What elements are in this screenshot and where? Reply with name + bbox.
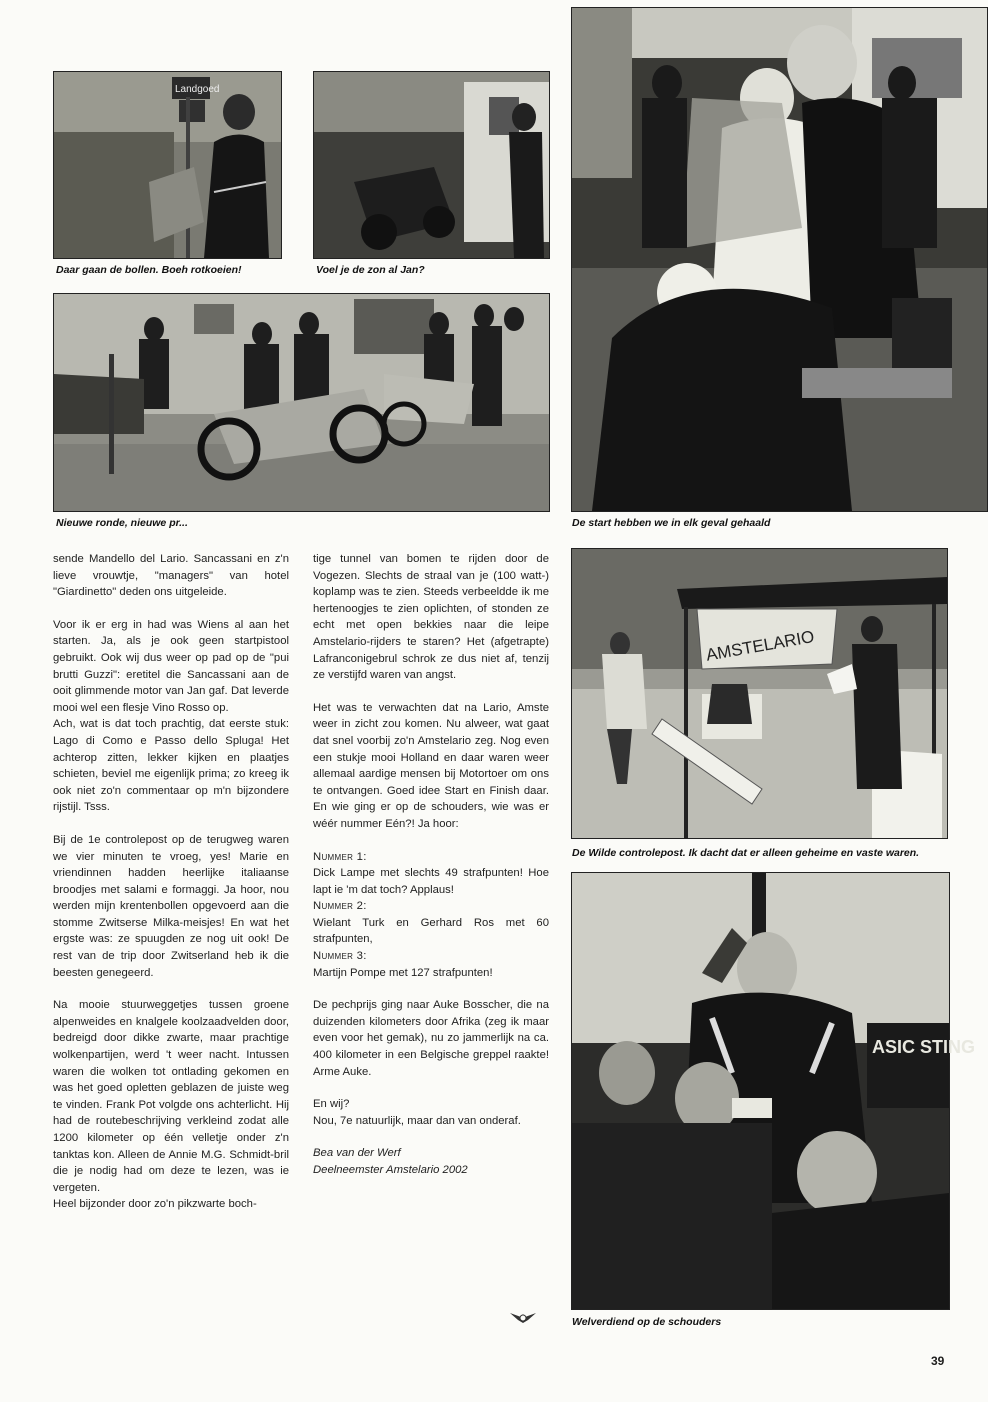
caption-bollen: Daar gaan de bollen. Boeh rotkoeien! bbox=[56, 264, 242, 276]
ranking-label: Nummer 2: bbox=[313, 900, 367, 913]
ranking-text: Wielant Turk en Gerhard Ros met 60 strafpunten, bbox=[313, 916, 549, 946]
photo-bollen bbox=[53, 71, 282, 259]
caption-zon: Voel je de zon al Jan? bbox=[316, 264, 425, 276]
photo-controlepost bbox=[571, 548, 948, 839]
photo-start bbox=[571, 7, 988, 512]
paragraph: Heel bijzonder door zo'n pikzwarte boch- bbox=[53, 1198, 257, 1211]
paragraph: sende Mandello del Lario. Sancassani en z'n lieve vrouwtje, "managers" van hotel "Giardinetto" deden ons uitgeleide. bbox=[53, 553, 289, 599]
paragraph: Voor ik er erg in had was Wiens al aan het starten. Ja, als je ook geen startpistool gebruikt. Ook wij dus weer op pad op de "pui brutti Guzzi": eretitel die Sancassani aan de ooit glimmende motor van Jan gaf. Dat leverde mooi wel een flesje Vino Rosso op. bbox=[53, 618, 289, 714]
text-column-left bbox=[53, 551, 289, 1213]
paragraph: Ach, wat is dat toch prachtig, dat eerste stuk: Lago di Como e Passo dello Spluga! Het achterop zitten, lekker kijken en plaatjes schieten, beviel me eigenlijk prima; zo kreeg ik ook niet zo'n commentaar op m'n bijzondere rijstijl. Tsss. bbox=[53, 718, 289, 814]
paragraph: Nou, 7e natuurlijk, maar dan van onderaf. bbox=[313, 1114, 521, 1127]
caption-controlepost: De Wilde controlepost. Ik dacht dat er alleen geheime en vaste waren. bbox=[572, 847, 920, 859]
text-column-right bbox=[313, 551, 549, 1179]
sign-text: Landgoed bbox=[175, 84, 220, 95]
paragraph: En wij? bbox=[313, 1098, 350, 1111]
author-name: Bea van der Werf bbox=[313, 1147, 401, 1160]
caption-nieuwe-ronde: Nieuwe ronde, nieuwe pr... bbox=[56, 517, 188, 529]
paragraph: Na mooie stuurweggetjes tussen groene alpenweides en knalgele koolzaadvelden door, bedreigd door dikke zwarte, maar prachtige wolkenpartijen, werd 't weer nacht. Intussen waren die wolken tot ontlading gekomen en was het goed opletten geblazen de juiste weg te vinden. Frank Pot volgde ons achterlicht. Hij had de routebeschrijving verkleind zodat alle 1200 kilometer op één velletje onder z'n tanktas kon. Alleen de Annie M.G. Schmidt-bril die je nodig had om deze te lezen, was ie vergeten. bbox=[53, 999, 289, 1194]
photo-schouders bbox=[571, 872, 976, 1310]
photo-zon bbox=[313, 71, 550, 259]
banner-text: AMSTELARIO bbox=[704, 626, 816, 665]
caption-start: De start hebben we in elk geval gehaald bbox=[572, 517, 771, 529]
photo-nieuwe-ronde bbox=[53, 293, 550, 512]
page-number: 39 bbox=[931, 1354, 945, 1368]
paragraph: De pechprijs ging naar Auke Bosscher, die na duizenden kilometers door Afrika (zeg ik maar even voor het gemak), nu zo jammerlijk na ca. 400 kilometer in een Belgische greppel raakte! Arme Auke. bbox=[313, 999, 549, 1078]
paragraph: Bij de 1e controlepost op de terugweg waren we vier minuten te vroeg, yes! Marie en vriendinnen hadden heerlijke italiaanse broodjes met salami e formaggi. Ja hoor, nou werden mijn krentenbollen opgevoerd aan die stomme Zwitserse Milka-meisjes! En wat het ergste was: ze spuugden ze nog uit ook! De rest van de trip door Zwitserland heb ik die beesten genegeerd. bbox=[53, 833, 289, 979]
caption-schouders: Welverdiend op de schouders bbox=[572, 1316, 722, 1328]
paragraph: tige tunnel van bomen te rijden door de Vogezen. Slechts de straal van je (100 watt-) koplamp was te zien. Steeds verbeeldde ik me hertenoogjes te zien oplichten, of stonden ze echt met open bekkies naar die leipe Amstelario-rijders te staren? Het (afgetrapte) Lafranconigebrul schrok ze dus niet af, tenzij ze verstijfd waren van angst. bbox=[313, 553, 549, 682]
ranking-label: Nummer 3: bbox=[313, 950, 367, 963]
ranking-text: Martijn Pompe met 127 strafpunten! bbox=[313, 966, 493, 979]
ranking-label: Nummer 1: bbox=[313, 850, 367, 863]
paragraph: Het was te verwachten dat na Lario, Amste weer in zicht zou komen. Nu alweer, wat gaat dat snel voorbij zo'n Amstelario zeg. Nog even een stukje mooi Holland en daar waren weer allemaal aardige mensen bij Motortoer om ons te ontvangen. Goed idee Start en Finish daar. En wie ging er op de schouders, wie was er wéér nummer Eén?! Ja hoor: bbox=[313, 701, 549, 830]
ranking-text: Dick Lampe met slechts 49 strafpunten! Hoe lapt ie 'm dat toch? Applaus! bbox=[313, 867, 549, 896]
author-role: Deelneemster Amstelario 2002 bbox=[313, 1164, 468, 1176]
wings-logo-icon bbox=[508, 1309, 538, 1325]
poster-text: ASIC STING bbox=[872, 1037, 976, 1057]
